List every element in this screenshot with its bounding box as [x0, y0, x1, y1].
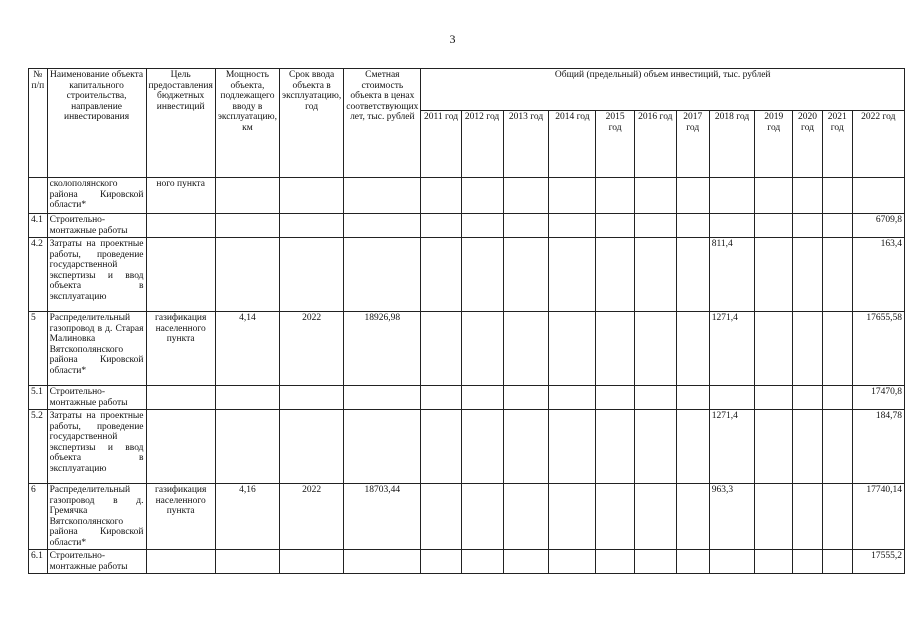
row-name: Распределительный газопровод в д. Старая Малиновка Вятскополянского района Кировской области*	[47, 312, 146, 386]
year-header: 2011 год	[421, 111, 461, 178]
table-row	[29, 178, 905, 214]
year-header: 2019 год	[755, 111, 793, 178]
year-header: 2020 год	[793, 111, 823, 178]
row-2018: 1271,4	[709, 312, 755, 386]
row-name: сколополянского района Кировской области*	[47, 178, 146, 214]
row-name: Строительно-монтажные работы	[47, 214, 146, 238]
year-header: 2021 год	[822, 111, 852, 178]
row-cost: 18926,98	[344, 312, 421, 386]
row-cost	[344, 410, 421, 484]
row-num: 6	[29, 484, 48, 550]
row-cost: 18703,44	[344, 484, 421, 550]
investment-table	[28, 68, 905, 574]
row-name: Распределительный газопровод в д. Гремячка Вятскополянского района Кировской области*	[47, 484, 146, 550]
row-2022: 17740,14	[852, 484, 904, 550]
row-cost	[344, 550, 421, 574]
row-capacity	[215, 214, 279, 238]
row-cost	[344, 386, 421, 410]
row-capacity	[215, 386, 279, 410]
row-goal: газификация населенного пункта	[146, 484, 215, 550]
row-deadline	[280, 410, 344, 484]
header-deadline: Срок ввода объекта в эксплуатацию, год	[280, 69, 344, 178]
row-name: Затраты на проектные работы, проведение государственной экспертизы и ввод объекта в эксплуатацию	[47, 410, 146, 484]
row-num: 6.1	[29, 550, 48, 574]
table-row	[29, 312, 905, 386]
row-deadline: 2022	[280, 484, 344, 550]
row-capacity	[215, 550, 279, 574]
row-num: 5	[29, 312, 48, 386]
table-row	[29, 386, 905, 410]
table-row	[29, 550, 905, 574]
row-2018	[709, 386, 755, 410]
row-num: 4.1	[29, 214, 48, 238]
row-goal	[146, 238, 215, 312]
year-header: 2013 год	[503, 111, 549, 178]
table-row	[29, 214, 905, 238]
year-header: 2016 год	[634, 111, 676, 178]
row-num: 5.2	[29, 410, 48, 484]
row-name: Строительно-монтажные работы	[47, 550, 146, 574]
row-capacity: 4,16	[215, 484, 279, 550]
header-num: № п/п	[29, 69, 48, 178]
row-goal: ного пункта	[146, 178, 215, 214]
header-name: Наименование объекта капитального строительства, направление инвестирования	[47, 69, 146, 178]
table-row	[29, 238, 905, 312]
row-goal	[146, 550, 215, 574]
row-goal	[146, 386, 215, 410]
year-header: 2017 год	[676, 111, 709, 178]
row-deadline	[280, 386, 344, 410]
row-capacity	[215, 178, 279, 214]
header-capacity: Мощность объекта, подлежащего вводу в эксплуатацию, км	[215, 69, 279, 178]
row-num: 5.1	[29, 386, 48, 410]
row-2022: 163,4	[852, 238, 904, 312]
row-cost	[344, 214, 421, 238]
row-capacity	[215, 410, 279, 484]
row-name: Строительно-монтажные работы	[47, 386, 146, 410]
row-cost	[344, 178, 421, 214]
row-deadline	[280, 550, 344, 574]
year-header: 2012 год	[461, 111, 503, 178]
row-2022: 17555,2	[852, 550, 904, 574]
table-row	[29, 484, 905, 550]
row-2018	[709, 550, 755, 574]
row-2018: 811,4	[709, 238, 755, 312]
row-num: 4.2	[29, 238, 48, 312]
row-2018	[709, 178, 755, 214]
year-header: 2015 год	[596, 111, 635, 178]
row-goal: газификация населенного пункта	[146, 312, 215, 386]
row-goal	[146, 410, 215, 484]
row-capacity: 4,14	[215, 312, 279, 386]
row-capacity	[215, 238, 279, 312]
row-2022: 17655,58	[852, 312, 904, 386]
row-deadline: 2022	[280, 312, 344, 386]
row-2018: 963,3	[709, 484, 755, 550]
header-cost: Сметная стоимость объекта в ценах соответствующих лет, тыс. рублей	[344, 69, 421, 178]
year-header: 2018 год	[709, 111, 755, 178]
row-name: Затраты на проектные работы, проведение государственной экспертизы и ввод объекта в эксплуатацию	[47, 238, 146, 312]
table-row	[29, 410, 905, 484]
header-goal: Цель предоставления бюджетных инвестиций	[146, 69, 215, 178]
year-header: 2022 год	[852, 111, 904, 178]
row-2022: 17470,8	[852, 386, 904, 410]
row-goal	[146, 214, 215, 238]
page-number: 3	[449, 32, 456, 46]
row-2022: 184,78	[852, 410, 904, 484]
row-2022: 6709,8	[852, 214, 904, 238]
row-2018	[709, 214, 755, 238]
header-investment: Общий (предельный) объем инвестиций, тыс. рублей	[421, 69, 905, 111]
row-cost	[344, 238, 421, 312]
row-2022	[852, 178, 904, 214]
row-2018: 1271,4	[709, 410, 755, 484]
row-num	[29, 178, 48, 214]
row-deadline	[280, 178, 344, 214]
row-deadline	[280, 214, 344, 238]
row-deadline	[280, 238, 344, 312]
year-header: 2014 год	[549, 111, 596, 178]
